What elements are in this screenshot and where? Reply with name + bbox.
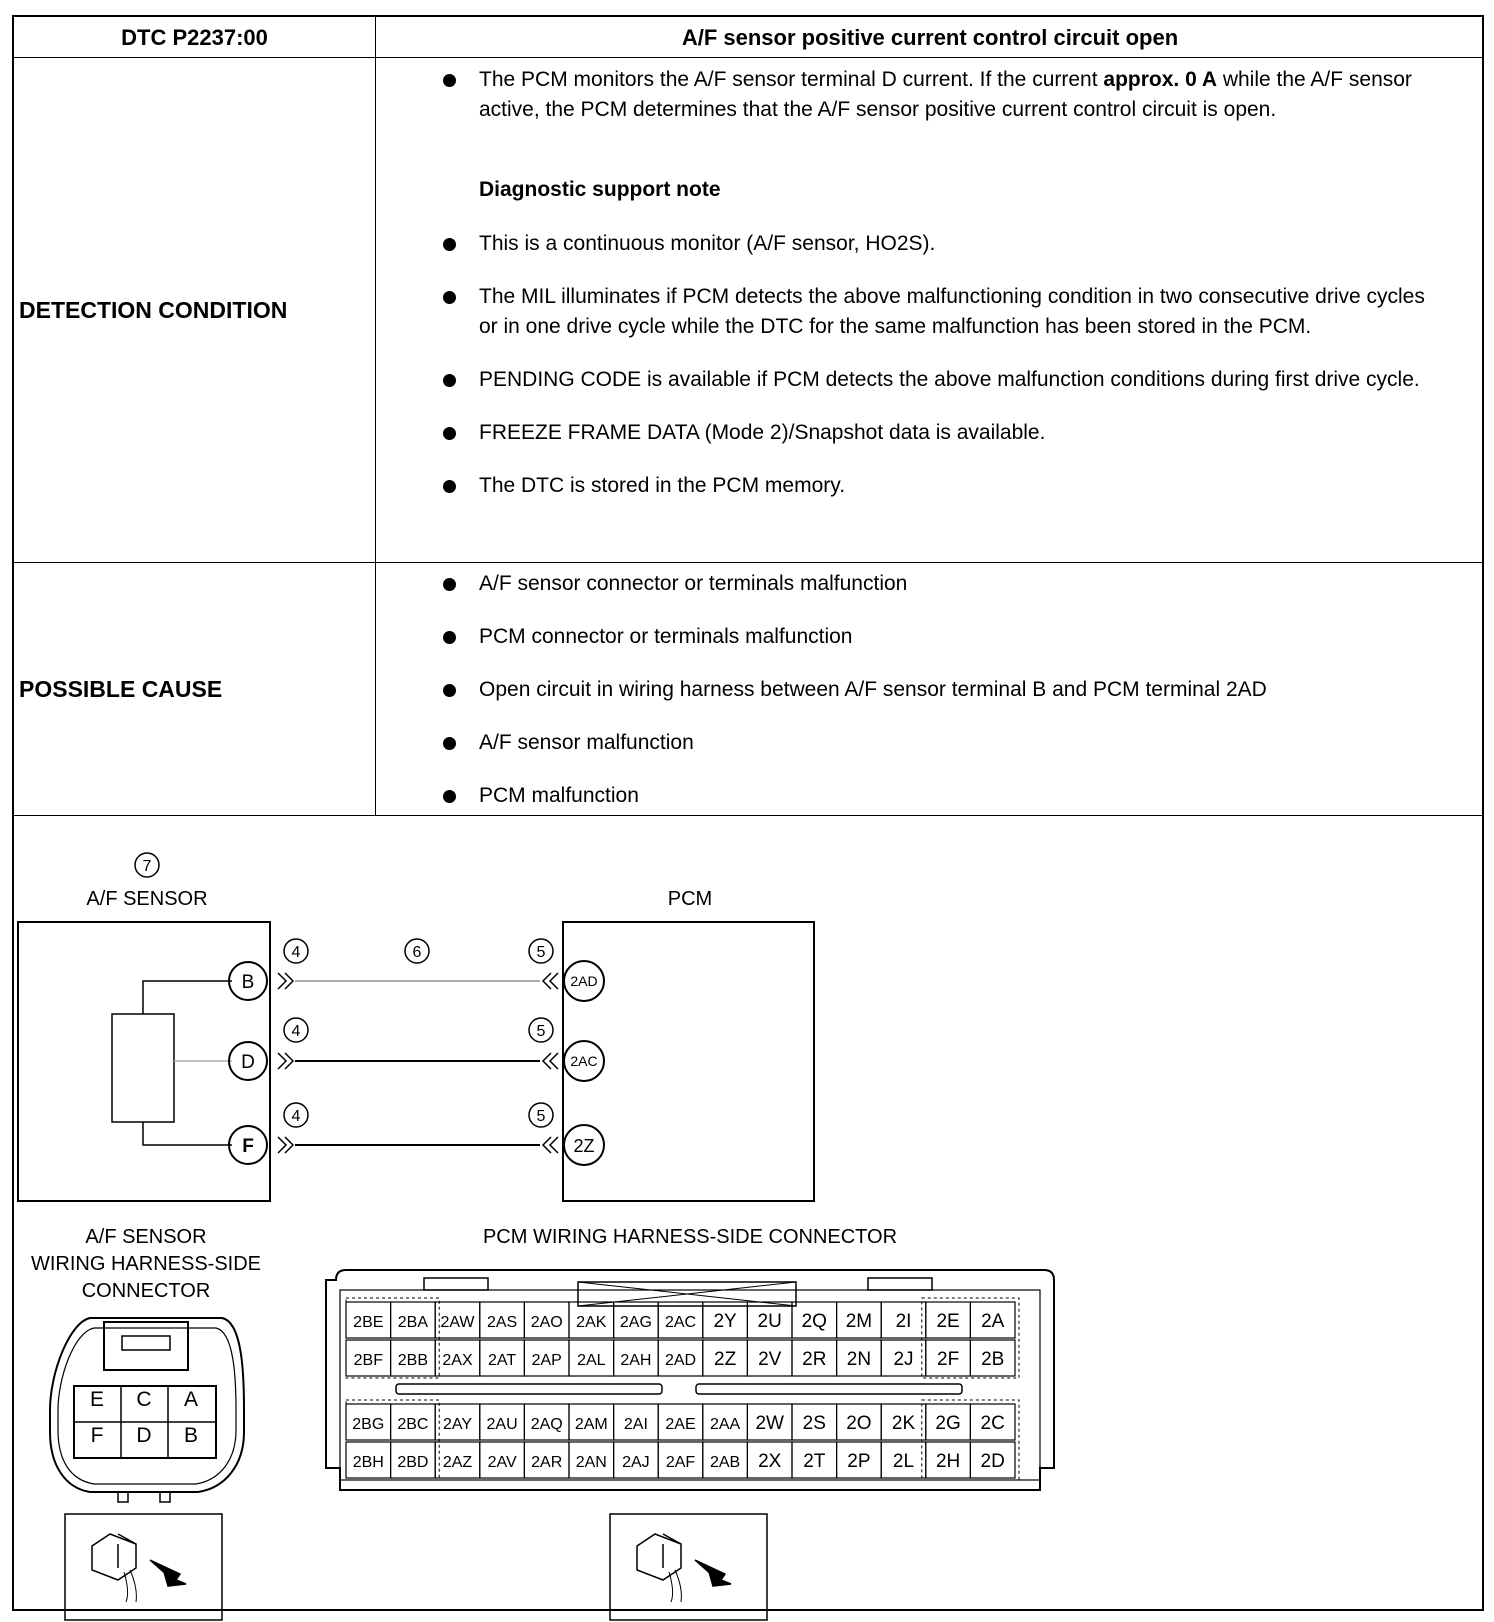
af-sensor-title: A/F SENSOR (86, 888, 208, 910)
pcm-pin-label: 2AX (442, 1352, 473, 1369)
callout-number: 5 (536, 1108, 546, 1125)
pcm-pin-label: 2I (895, 1311, 912, 1332)
pcm-pin-label: 2A (981, 1311, 1005, 1332)
internal-wire (143, 1122, 232, 1145)
callout-number: 4 (291, 1108, 301, 1125)
connector-pin-label: C (136, 1388, 152, 1411)
pcm-pin-label: 2U (757, 1311, 782, 1332)
pcm-pin-label: 2T (803, 1451, 826, 1472)
list-item: The MIL illuminates if PCM detects the above malfunctioning condition in two consecutive drive cycles or in one drive cycle while the DTC for the same malfunction has been stored in the PCM. (409, 282, 1442, 342)
pcm-pin-label: 2Y (713, 1311, 737, 1332)
list-item: PENDING CODE is available if PCM detects the above malfunction conditions during first drive cycle. (409, 365, 1442, 395)
connector-latch (104, 1322, 188, 1370)
connector-tab (424, 1278, 488, 1290)
connector-chevron-icon (543, 1137, 558, 1153)
pcm-pin-label: 2F (937, 1349, 960, 1370)
connector-pin-label: B (183, 1424, 199, 1447)
pcm-pin-label: 2S (802, 1413, 826, 1434)
pcm-title: PCM (667, 888, 713, 910)
connector-pin-label: E (89, 1388, 105, 1411)
list-item: Open circuit in wiring harness between A/F sensor terminal B and PCM terminal 2AD (409, 675, 1442, 705)
pcm-pin-label: 2BD (397, 1454, 429, 1471)
pcm-pin-label: 2AR (531, 1454, 563, 1471)
pcm-pin-label: 2Q (801, 1311, 827, 1332)
pcm-pin-label: 2AB (709, 1454, 741, 1471)
pcm-pin-label: 2AL (577, 1352, 606, 1369)
list-item: A/F sensor malfunction (409, 728, 1442, 758)
connector-view-icon (65, 1514, 767, 1620)
pcm-pin-label: 2AG (619, 1314, 652, 1331)
connector-pin-label: D (136, 1424, 152, 1447)
pcm-pin-grid (346, 1298, 1019, 1480)
internal-wire (143, 981, 232, 1014)
callout-number: 4 (291, 1023, 301, 1040)
pcm-pin-label: 2AV (487, 1454, 517, 1471)
pcm-pin-label: 2M (845, 1311, 873, 1332)
pcm-pin-label: 2AQ (530, 1416, 563, 1433)
pcm-pin-label: 2BE (353, 1314, 384, 1331)
connector-block-icon (92, 1534, 136, 1580)
pcm-terminal-label: 2AD (570, 973, 598, 989)
pcm-pin-label: 2X (758, 1451, 782, 1472)
af-sensor-connector-title: A/F SENSOR WIRING HARNESS-SIDE CONNECTOR (30, 1226, 262, 1302)
pcm-pin-label: 2AA (709, 1416, 741, 1433)
arrow-icon (695, 1560, 731, 1586)
list-item: The PCM monitors the A/F sensor terminal D current. If the current approx. 0 A while the A/F sensor active, the PCM determines that the A/F sensor positive current control circuit is open. (409, 65, 1442, 125)
pcm-pin-label: 2AH (620, 1352, 652, 1369)
view-icon-frame (65, 1514, 222, 1620)
pcm-pin-label: 2O (846, 1413, 872, 1434)
pcm-pin-label: 2B (981, 1349, 1005, 1370)
connector-rib (696, 1384, 962, 1394)
pcm-pin-label: 2N (846, 1349, 872, 1370)
list-item: FREEZE FRAME DATA (Mode 2)/Snapshot data is available. (409, 418, 1442, 448)
pcm-pin-label: 2AO (530, 1314, 563, 1331)
pcm-pin-label: 2Z (714, 1349, 737, 1370)
pcm-pin-label: 2AJ (622, 1454, 650, 1471)
connector-latch-slot (122, 1336, 170, 1350)
pcm-pin-label: 2AF (665, 1454, 696, 1471)
pcm-terminal-label: 2Z (573, 1136, 595, 1156)
list-item: PCM connector or terminals malfunction (409, 622, 1442, 652)
sensor-terminal-label: F (242, 1136, 254, 1157)
connector-pin-label: F (90, 1424, 104, 1447)
pcm-pin-label: 2BB (397, 1352, 429, 1369)
pcm-pin-label: 2BG (352, 1416, 385, 1433)
connector-foot (118, 1492, 170, 1502)
connector-chevron-icon (278, 1137, 293, 1153)
list-item: PCM malfunction (409, 781, 1442, 811)
callout-number: 5 (536, 944, 546, 961)
pcm-pin-label: 2D (980, 1451, 1005, 1472)
connector-chevron-icon (278, 973, 293, 989)
pcm-pin-label: 2C (980, 1413, 1005, 1434)
sensor-element (112, 1014, 174, 1122)
pcm-pin-label: 2BF (353, 1352, 383, 1369)
list-item: The DTC is stored in the PCM memory. (409, 471, 1442, 501)
pcm-pin-label: 2AZ (442, 1454, 473, 1471)
connector-pin-label: A (183, 1388, 199, 1411)
pcm-pin-label: 2AM (574, 1416, 608, 1433)
pcm-pin-label: 2W (755, 1413, 784, 1434)
connector-block-icon (637, 1534, 681, 1580)
list-item: A/F sensor connector or terminals malfunction (409, 569, 1442, 599)
pcm-pin-label: 2AP (531, 1352, 562, 1369)
callout-number: 5 (536, 1023, 546, 1040)
connector-chevron-icon (543, 973, 558, 989)
list-item: This is a continuous monitor (A/F sensor, HO2S). (409, 229, 1442, 259)
dtc-title: A/F sensor positive current control circuit open (681, 25, 1179, 50)
pcm-pin-label: 2P (847, 1451, 871, 1472)
pcm-pin-label: 2AN (575, 1454, 607, 1471)
pcm-pin-label: 2H (935, 1451, 961, 1472)
pcm-terminal-label: 2AC (570, 1053, 598, 1069)
dtc-code: DTC P2237:00 (121, 25, 268, 50)
af-sensor-box (18, 922, 270, 1201)
possible-cause-label: POSSIBLE CAUSE (19, 676, 223, 702)
diagnostic-support-note-heading: Diagnostic support note (479, 178, 721, 201)
pcm-pin-label: 2L (892, 1451, 915, 1472)
detection-condition-label: DETECTION CONDITION (19, 297, 288, 323)
pcm-pin-label: 2V (758, 1349, 782, 1370)
pcm-pin-label: 2AU (486, 1416, 518, 1433)
pcm-box (563, 922, 814, 1201)
pcm-pin-label: 2AI (623, 1416, 648, 1433)
pcm-pin-label: 2G (935, 1413, 961, 1434)
pcm-pin-label: 2AK (576, 1314, 607, 1331)
arrow-icon (150, 1560, 186, 1586)
pcm-pin-label: 2BH (352, 1454, 384, 1471)
pcm-pin-label: 2E (936, 1311, 960, 1332)
sensor-terminal-label: B (241, 972, 255, 993)
connector-chevron-icon (278, 1053, 293, 1069)
pcm-pin-label: 2AY (442, 1416, 473, 1433)
view-icon-frame (610, 1514, 767, 1620)
pcm-pin-label: 2AS (486, 1314, 518, 1331)
pcm-connector-title: PCM WIRING HARNESS-SIDE CONNECTOR (482, 1226, 898, 1248)
callout-number: 6 (412, 944, 422, 961)
pcm-pin-label: 2R (802, 1349, 827, 1370)
connector-chevron-icon (543, 1053, 558, 1069)
connector-tab (868, 1278, 932, 1290)
callout-number: 4 (291, 944, 301, 961)
pcm-pin-label: 2AT (488, 1352, 517, 1369)
pcm-pin-label: 2BA (397, 1314, 429, 1331)
connector-rib (396, 1384, 662, 1394)
callout-number: 7 (142, 858, 152, 875)
pcm-pin-label: 2AW (440, 1314, 475, 1331)
pcm-pin-label: 2AD (664, 1352, 697, 1369)
pcm-pin-label: 2AC (664, 1314, 697, 1331)
pcm-pin-label: 2K (891, 1413, 916, 1434)
pcm-pin-label: 2J (893, 1349, 914, 1370)
sensor-terminal-label: D (241, 1052, 255, 1073)
pcm-pin-label: 2BC (397, 1416, 429, 1433)
pcm-pin-label: 2AE (665, 1416, 696, 1433)
